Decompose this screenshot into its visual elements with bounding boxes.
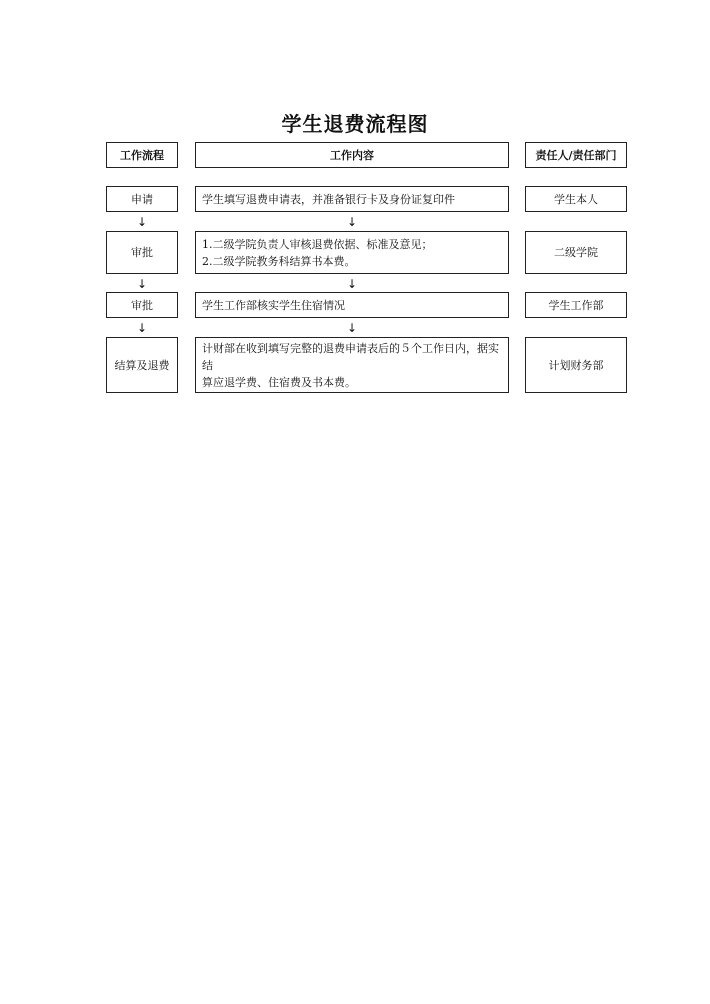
header-process: 工作流程 <box>106 142 178 168</box>
step-4-content <box>195 337 509 393</box>
step-1-content-line: 学生填写退费申请表，并准备银行卡及身份证复印件 <box>202 192 455 206</box>
step-4-dept: 计划财务部 <box>525 337 627 393</box>
down-arrow-icon: ↓ <box>346 215 358 229</box>
step-4-content-line: 算应退学费、住宿费及书本费。 <box>202 375 356 389</box>
step-2-process: 审批 <box>106 231 178 274</box>
step-3-dept: 学生工作部 <box>525 292 627 318</box>
header-dept: 责任人/责任部门 <box>525 142 627 168</box>
down-arrow-icon: ↓ <box>346 277 358 291</box>
step-1-dept: 学生本人 <box>525 186 627 212</box>
step-2-content <box>195 231 509 274</box>
step-1-process: 申请 <box>106 186 178 212</box>
header-content: 工作内容 <box>195 142 509 168</box>
step-2-content-line: 2.二级学院教务科结算书本费。 <box>202 254 356 268</box>
step-2-dept: 二级学院 <box>525 231 627 274</box>
step-4-content-line: 计财部在收到填写完整的退费申请表后的５个工作日内，据实结 <box>202 341 499 372</box>
step-4-process: 结算及退费 <box>106 337 178 393</box>
down-arrow-icon: ↓ <box>136 215 148 229</box>
down-arrow-icon: ↓ <box>136 277 148 291</box>
step-3-process: 审批 <box>106 292 178 318</box>
down-arrow-icon: ↓ <box>346 321 358 335</box>
step-3-content-line: 学生工作部核实学生住宿情况 <box>202 298 345 312</box>
page-title: 学生退费流程图 <box>281 112 429 136</box>
step-1-content <box>195 186 509 212</box>
down-arrow-icon: ↓ <box>136 321 148 335</box>
step-2-content-line: 1.二级学院负责人审核退费依据、标准及意见； <box>202 237 433 251</box>
step-3-content <box>195 292 509 318</box>
